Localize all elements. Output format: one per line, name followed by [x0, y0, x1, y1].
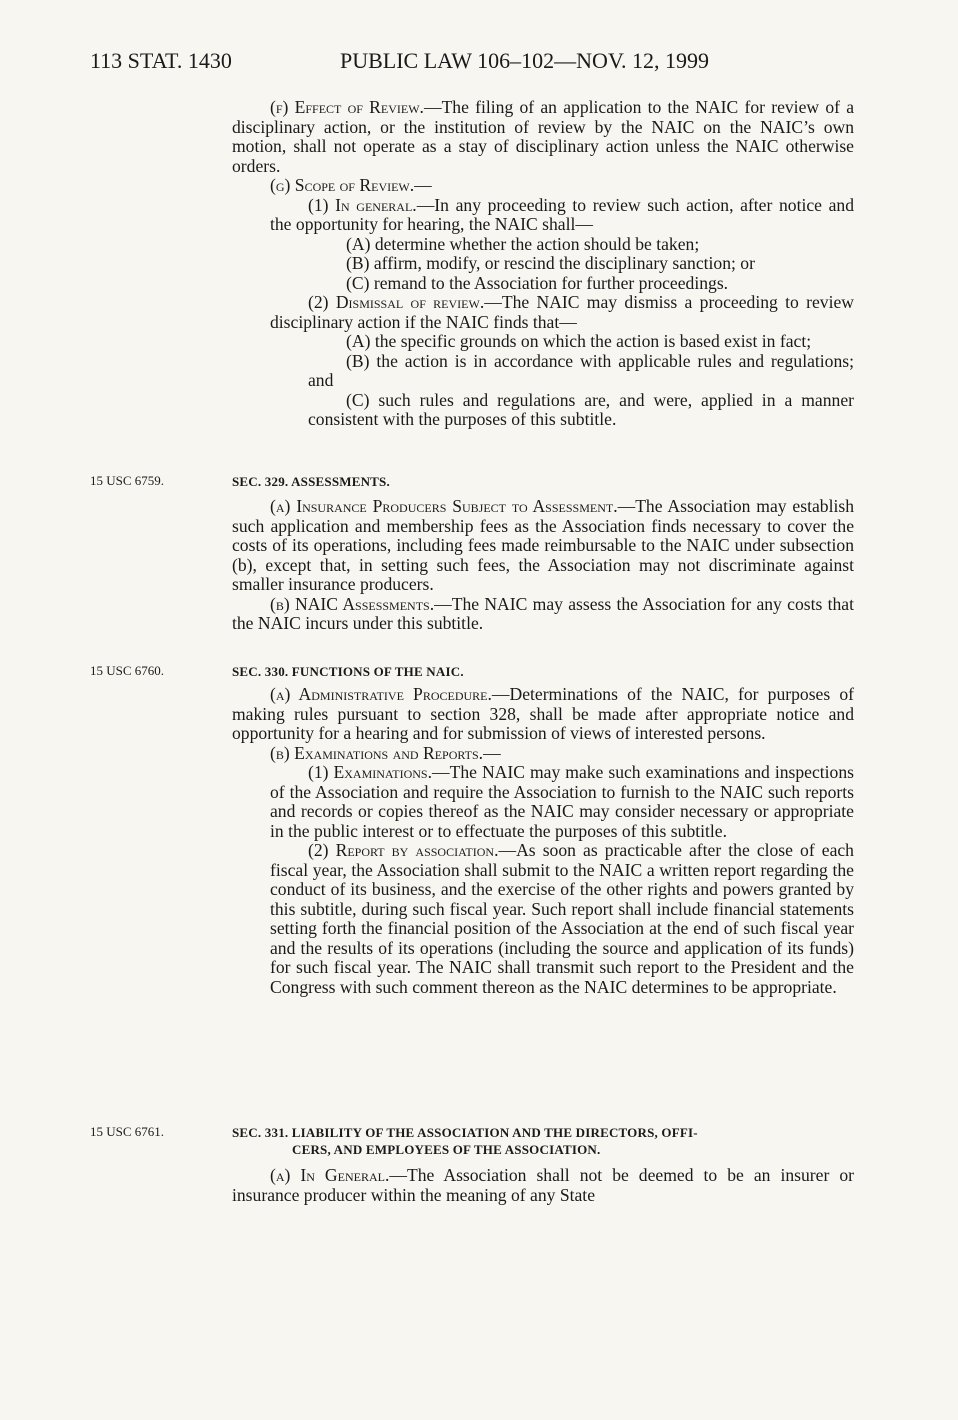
section-328-continuation — [232, 98, 854, 430]
section-331-heading-line2: CERS, AND EMPLOYEES OF THE ASSOCIATION. — [292, 1142, 601, 1157]
clause-g2a: (A) the specific grounds on which the action is based exist in fact; — [346, 331, 812, 351]
paragraph-329b: (b) NAIC Assessments.—The NAIC may assess the Association for any costs that the NAIC incurs under this subtitle. — [232, 593, 854, 633]
paragraph-g2: (2) Dismissal of review.—The NAIC may dismiss a proceeding to review disciplinary action if the NAIC finds that— — [270, 292, 854, 332]
section-330-body — [232, 685, 854, 997]
section-331-heading-line1: SEC. 331. LIABILITY OF THE ASSOCIATION AND THE DIRECTORS, OFFI- — [232, 1125, 698, 1140]
paragraph-g1: (1) In general.—In any proceeding to review such action, after notice and the opportunity for hearing, the NAIC shall— — [270, 194, 854, 234]
clause-g1a: (A) determine whether the action should be taken; — [346, 233, 700, 254]
clause-g1b: (B) affirm, modify, or rescind the disciplinary sanction; or — [346, 253, 755, 273]
margin-note-6760: 15 USC 6760. — [90, 663, 165, 678]
paragraph-331a: (a) In General.—The Association shall not be deemed to be an insurer or insurance producer within the meaning of any State — [232, 1165, 854, 1205]
statute-page-number: 113 STAT. 1430 — [90, 48, 232, 73]
section-329-body — [232, 497, 854, 634]
paragraph-329a: (a) Insurance Producers Subject to Assessment.—The Association may establish such application and membership fees as the Association finds necessary to cover the costs of its operations, including fees made reimbursable to the NAIC under subsection (b), except that, in setting such fees, the Association may not discriminate against smaller insurance producers. — [232, 496, 854, 594]
paragraph-330a: (a) Administrative Procedure.—Determinations of the NAIC, for purposes of making rules pursuant to section 328, shall be made after appropriate notice and opportunity for a hearing and for submission of views of interested persons. — [232, 684, 854, 743]
clause-g2b: (B) the action is in accordance with applicable rules and regulations; and — [308, 350, 854, 390]
public-law-title: PUBLIC LAW 106–102—NOV. 12, 1999 — [340, 48, 709, 73]
section-331-body — [232, 1166, 854, 1205]
section-330-heading: SEC. 330. FUNCTIONS OF THE NAIC. — [232, 664, 464, 679]
section-331-heading — [232, 1124, 854, 1158]
clause-g1c: (C) remand to the Association for further proceedings. — [346, 272, 729, 293]
margin-note-6761: 15 USC 6761. — [90, 1124, 165, 1139]
margin-note-6759: 15 USC 6759. — [90, 473, 165, 488]
paragraph-g: (g) Scope of Review.— — [270, 175, 432, 195]
paragraph-330b: (b) Examinations and Reports.— — [270, 742, 501, 763]
clause-g2c: (C) such rules and regulations are, and were, applied in a manner consistent with the purposes of this subtitle. — [308, 389, 854, 429]
paragraph-f: (f) Effect of Review.—The filing of an application to the NAIC for review of a disciplinary action, or the institution of review by the NAIC on the NAIC’s own motion, shall not operate as a stay of disciplinary action unless the NAIC otherwise orders. — [232, 97, 855, 176]
paragraph-330b1: (1) Examinations.—The NAIC may make such examinations and inspections of the Association and require the Association to furnish to the NAIC such reports and records or copies thereof as the NAIC may consider necessary or appropriate in the public interest or to effectuate the purposes of this subtitle. — [270, 762, 854, 841]
section-329-heading: SEC. 329. ASSESSMENTS. — [232, 474, 390, 489]
paragraph-330b2: (2) Report by association.—As soon as practicable after the close of each fiscal year, the Association shall submit to the NAIC a written report regarding the conduct of its business, and the exercise of the other rights and powers granted by this subtitle, during such fiscal year. Such report shall include financial statements setting forth the financial position of the Association at the end of such fiscal year and the results of its operations (including the source and application of its funds) for such fiscal year. The NAIC shall transmit such report to the President and the Congress with such comment thereon as the NAIC determines to be appropriate. — [270, 840, 854, 997]
